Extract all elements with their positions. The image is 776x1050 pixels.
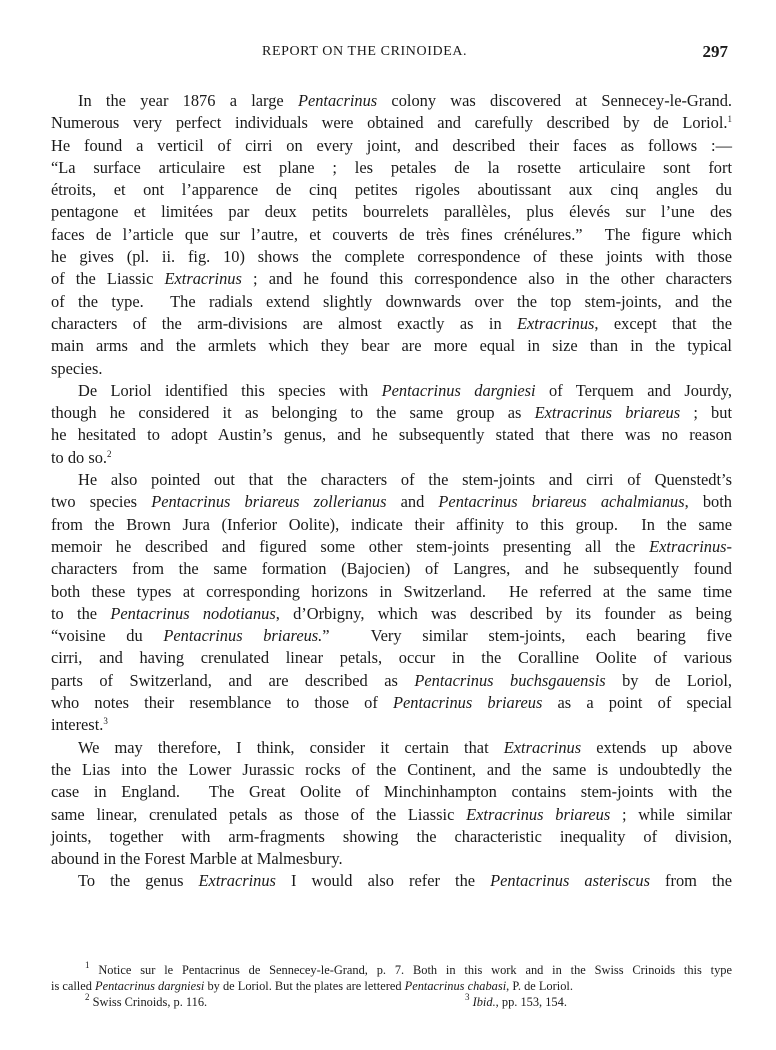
paragraph — [51, 90, 732, 380]
text-line: to the Pentacrinus nodotianus, d’Orbigny, which was described by its founder as being — [51, 603, 732, 623]
italic-taxon: Pentacrinus chabasi — [404, 979, 507, 993]
text-line: pentagone et limitées par deux petits bourrelets parallèles, plus élevés sur l’une des — [51, 202, 732, 222]
text-line: étroits, et ont l’apparence de cinq petites rigoles aboutissant aux cinq angles du — [51, 180, 732, 200]
text-line: He found a verticil of cirri on every joint, and described their faces as follows :— — [51, 135, 732, 155]
text-line: same linear, crenulated petals as those of the Liassic Extracrinus briareus ; while similar — [51, 804, 732, 824]
italic-taxon: Extracrinus — [649, 536, 727, 556]
text-line: We may therefore, I think, consider it certain that Extracrinus extends up above — [78, 737, 732, 757]
running-head — [0, 44, 776, 64]
page-number: 297 — [702, 42, 728, 61]
text-line: parts of Switzerland, and are described as Pentacrinus buchsgauensis by de Loriol, — [51, 670, 732, 690]
italic-taxon: Pentacrinus dargniesi — [95, 979, 205, 993]
footnote-reference: 2 — [107, 448, 112, 459]
italic-taxon: Pentacrinus buchsgauensis — [414, 670, 606, 690]
text-line: the Lias into the Lower Jurassic rocks of the Continent, and the same is undoubtedly the — [51, 759, 732, 779]
footnote-row-2-3 — [51, 994, 732, 1011]
text-line: two species Pentacrinus briareus zollerianus and Pentacrinus briareus achalmianus, both — [51, 492, 732, 512]
italic-taxon: Pentacrinus briareus achalmianus — [438, 492, 685, 512]
footnotes — [51, 962, 732, 1011]
text-line: “La surface articulaire est plane ; les petales de la rosette articulaire sont fort — [51, 157, 732, 177]
italic-taxon: Extracrinus — [503, 737, 582, 757]
footnote-marker: 3 — [465, 992, 470, 1002]
italic-taxon: Pentacrinus — [297, 91, 378, 110]
footnote-1-line-2: is called Pentacrinus dargniesi by de Loriol. But the plates are lettered Pentacrinus chabasi, P. de Loriol. — [51, 979, 573, 993]
text-line: he gives (pl. ii. fig. 10) shows the complete correspondence of these joints with those — [51, 247, 732, 267]
text-line: who notes their resemblance to those of Pentacrinus briareus as a point of special — [51, 693, 732, 713]
text-line: abound in the Forest Marble at Malmesbury. — [51, 849, 343, 869]
footnote-marker: 2 — [85, 992, 90, 1002]
text-line: cirri, and having crenulated linear petals, occur in the Coralline Oolite of various — [51, 648, 732, 668]
text-line: characters from the same formation (Bajocien) of Langres, and he subsequently found — [51, 559, 732, 579]
text-line: characters of the arm-divisions are almost exactly as in Extracrinus, except that the — [51, 313, 733, 333]
italic-taxon: Pentacrinus briareus zollerianus — [151, 492, 387, 512]
running-title: REPORT ON THE CRINOIDEA. — [262, 44, 468, 59]
text-line: of the Liassic Extracrinus ; and he found this correspondence also in the other characters — [51, 269, 732, 289]
italic-taxon: Extracrinus briareus — [534, 403, 681, 423]
footnote-reference: 1 — [727, 114, 732, 125]
italic-taxon: Extracrinus — [517, 313, 595, 333]
text-line: from the Brown Jura (Inferior Oolite), indicate their affinity to this group. In the same — [51, 514, 732, 534]
text-line: main arms and the armlets which they bear are more equal in size than in the typical — [51, 336, 732, 356]
paragraph — [51, 870, 732, 892]
text-line: faces de l’article que sur l’autre, et couverts de très fines crénélures.” The figure which — [51, 224, 732, 244]
text-line: interest.$^3$ — [51, 715, 108, 735]
paragraph — [51, 469, 732, 737]
text-line: De Loriol identified this species with Pentacrinus dargniesi of Terquem and Jourdy, — [78, 380, 732, 400]
paragraph — [51, 380, 732, 469]
text-line: case in England. The Great Oolite of Minchinhampton contains stem-joints with the — [51, 782, 732, 802]
italic-taxon: Extracrinus — [198, 871, 276, 891]
text-line: he hesitated to adopt Austin’s genus, and he subsequently stated that there was no reason — [51, 425, 732, 445]
footnote-reference: 3 — [103, 716, 108, 727]
footnote-2: $^2$ Swiss Crinoids, p. 116. — [85, 992, 208, 1009]
text-line: To the genus Extracrinus I would also refer the Pentacrinus asteriscus from the — [78, 871, 732, 891]
italic-taxon: Extracrinus — [164, 269, 242, 289]
text-line: memoir he described and figured some other stem-joints presenting all the Extracrinus- — [51, 536, 732, 556]
footnote-1-line-1: $^1$ Notice sur le Pentacrinus de Sennecey-le-Grand, p. 7. Both in this work and in the Swiss Crinoids this type — [85, 960, 732, 977]
text-line: both these types at corresponding horizons in Switzerland. He referred at the same time — [51, 581, 732, 601]
text-line: of the type. The radials extend slightly downwards over the top stem-joints, and the — [51, 291, 732, 311]
footnote-marker: 1 — [85, 960, 90, 970]
body-text — [51, 90, 732, 893]
text-line: “voisine du Pentacrinus briareus.” Very similar stem-joints, each bearing five — [51, 626, 732, 646]
italic-taxon: Pentacrinus briareus — [393, 693, 543, 713]
italic-taxon: Pentacrinus briareus. — [163, 626, 323, 646]
paragraph — [51, 737, 732, 871]
italic-taxon: Extracrinus briareus — [466, 804, 611, 824]
text-line: In the year 1876 a large Pentacrinus colony was discovered at Sennecey-le-Grand. — [78, 91, 732, 110]
text-line: joints, together with arm-fragments showing the characteristic inequality of division, — [51, 826, 732, 846]
text-line: He also pointed out that the characters of the stem-joints and cirri of Quenstedt’s — [78, 470, 732, 490]
italic-taxon: Pentacrinus dargniesi — [381, 380, 536, 400]
text-line: to do so.$^2$ — [51, 447, 112, 467]
text-line: species. — [51, 358, 103, 378]
text-line: though he considered it as belonging to the same group as Extracrinus briareus ; but — [51, 403, 732, 423]
text-line: Numerous very perfect individuals were obtained and carefully described by de Loriol.$^1$ — [51, 113, 732, 133]
italic-taxon: Pentacrinus asteriscus — [490, 871, 650, 891]
italic-taxon: Pentacrinus nodotianus — [110, 603, 276, 623]
footnote-3: $^3$ Ibid., pp. 153, 154. — [465, 992, 567, 1009]
